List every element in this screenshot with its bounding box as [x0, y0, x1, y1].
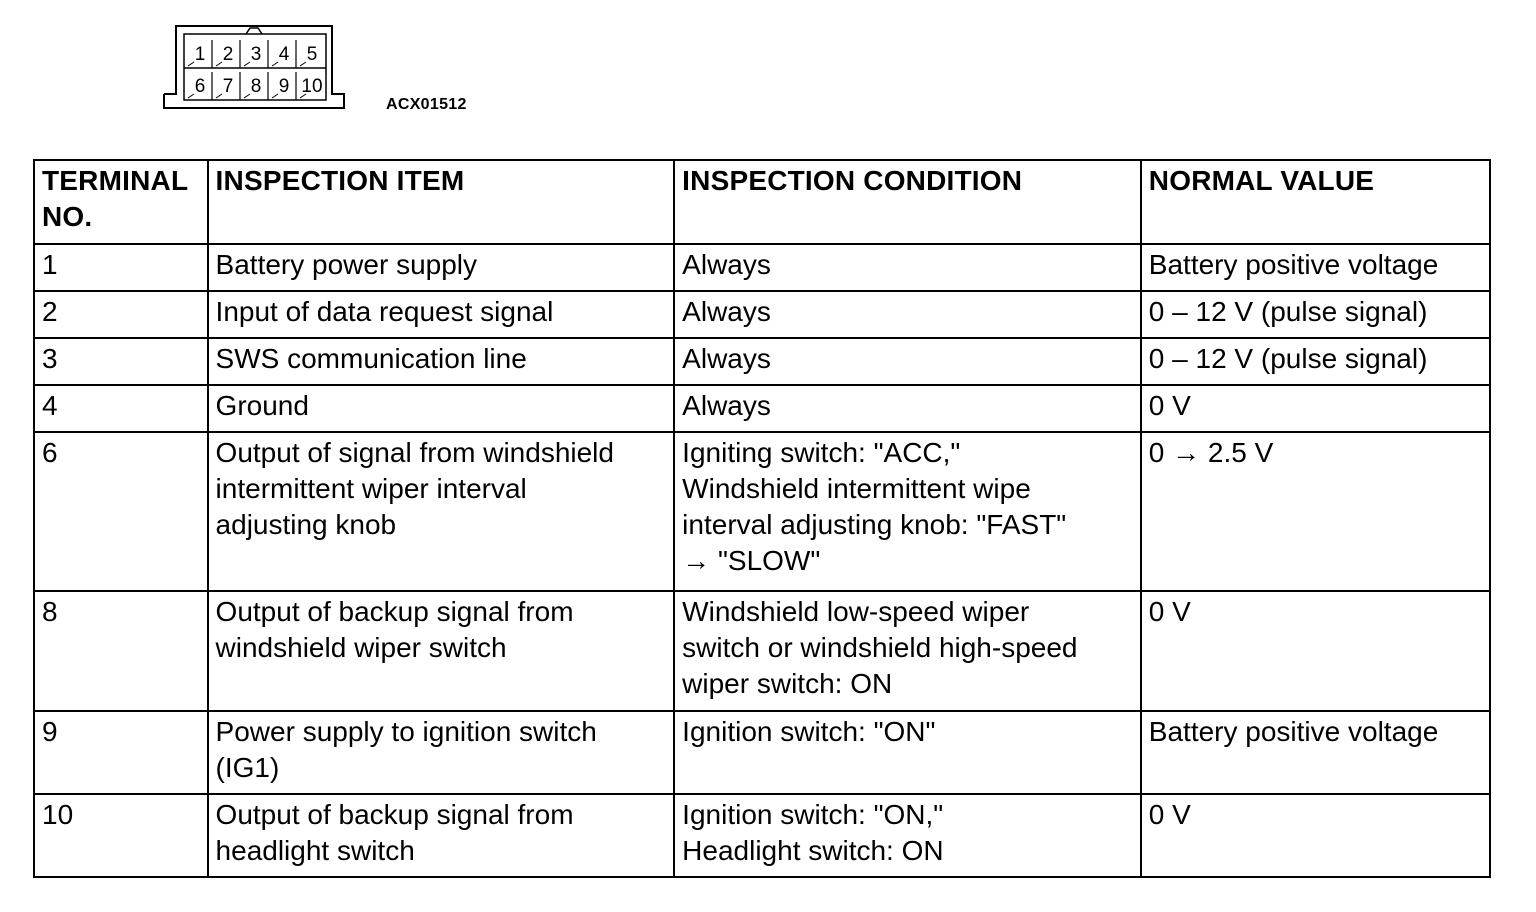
table-header-row: [34, 160, 1490, 244]
table-row: [34, 385, 1490, 432]
header-normal-value: NORMAL VALUE: [1141, 160, 1490, 244]
table-row: [34, 794, 1490, 877]
terminal-cell: 1: [34, 244, 208, 291]
table-row: [34, 432, 1490, 591]
terminal-cell: 6: [34, 432, 208, 591]
item-cell: SWS communication line: [208, 338, 675, 385]
header-inspection-condition: INSPECTION CONDITION: [674, 160, 1141, 244]
inspection-table: [33, 159, 1491, 878]
connector-code-label: ACX01512: [386, 96, 467, 113]
terminal-cell: 8: [34, 591, 208, 711]
value-cell: 0 – 12 V (pulse signal): [1141, 291, 1490, 338]
condition-cell: Always: [674, 291, 1141, 338]
connector-diagram: [160, 24, 350, 114]
value-cell: 0 → 2.5 V: [1141, 432, 1490, 591]
header-inspection-item: INSPECTION ITEM: [208, 160, 675, 244]
terminal-cell: 9: [34, 711, 208, 794]
condition-cell: Always: [674, 385, 1141, 432]
table-row: [34, 244, 1490, 291]
item-cell: Input of data request signal: [208, 291, 675, 338]
item-cell: Output of backup signal from headlight switch: [208, 794, 675, 877]
condition-cell: Ignition switch: "ON": [674, 711, 1141, 794]
connector-pin: 10: [301, 76, 323, 97]
value-cell: 0 V: [1141, 794, 1490, 877]
value-cell: Battery positive voltage: [1141, 244, 1490, 291]
connector-pin: 8: [250, 76, 262, 97]
connector-outline: [160, 24, 350, 114]
item-cell: Ground: [208, 385, 675, 432]
terminal-cell: 10: [34, 794, 208, 877]
header-terminal-no: TERMINAL NO.: [34, 160, 208, 244]
item-cell: Output of backup signal from windshield wiper switch: [208, 591, 675, 711]
terminal-cell: 2: [34, 291, 208, 338]
terminal-cell: 3: [34, 338, 208, 385]
condition-cell: Windshield low-speed wiper switch or windshield high-speed wiper switch: ON: [674, 591, 1141, 711]
condition-cell: Ignition switch: "ON," Headlight switch: ON: [674, 794, 1141, 877]
connector-pin: 6: [194, 76, 206, 97]
terminal-cell: 4: [34, 385, 208, 432]
connector-pin: 9: [278, 76, 290, 97]
condition-cell: Always: [674, 338, 1141, 385]
item-cell: Output of signal from windshield intermittent wiper interval adjusting knob: [208, 432, 675, 591]
condition-cell: Always: [674, 244, 1141, 291]
connector-pin: 3: [250, 44, 262, 65]
table-row: [34, 291, 1490, 338]
connector-pin: 4: [278, 44, 290, 65]
table-row: [34, 591, 1490, 711]
item-cell: Battery power supply: [208, 244, 675, 291]
item-cell: Power supply to ignition switch (IG1): [208, 711, 675, 794]
connector-pin: 1: [194, 44, 206, 65]
condition-cell: Igniting switch: "ACC," Windshield intermittent wipe interval adjusting knob: "FAST" → "SLOW": [674, 432, 1141, 591]
connector-pin: 7: [222, 76, 234, 97]
value-cell: Battery positive voltage: [1141, 711, 1490, 794]
value-cell: 0 – 12 V (pulse signal): [1141, 338, 1490, 385]
table-row: [34, 338, 1490, 385]
value-cell: 0 V: [1141, 385, 1490, 432]
table-row: [34, 711, 1490, 794]
connector-pin: 2: [222, 44, 234, 65]
value-cell: 0 V: [1141, 591, 1490, 711]
connector-pin: 5: [306, 44, 318, 65]
